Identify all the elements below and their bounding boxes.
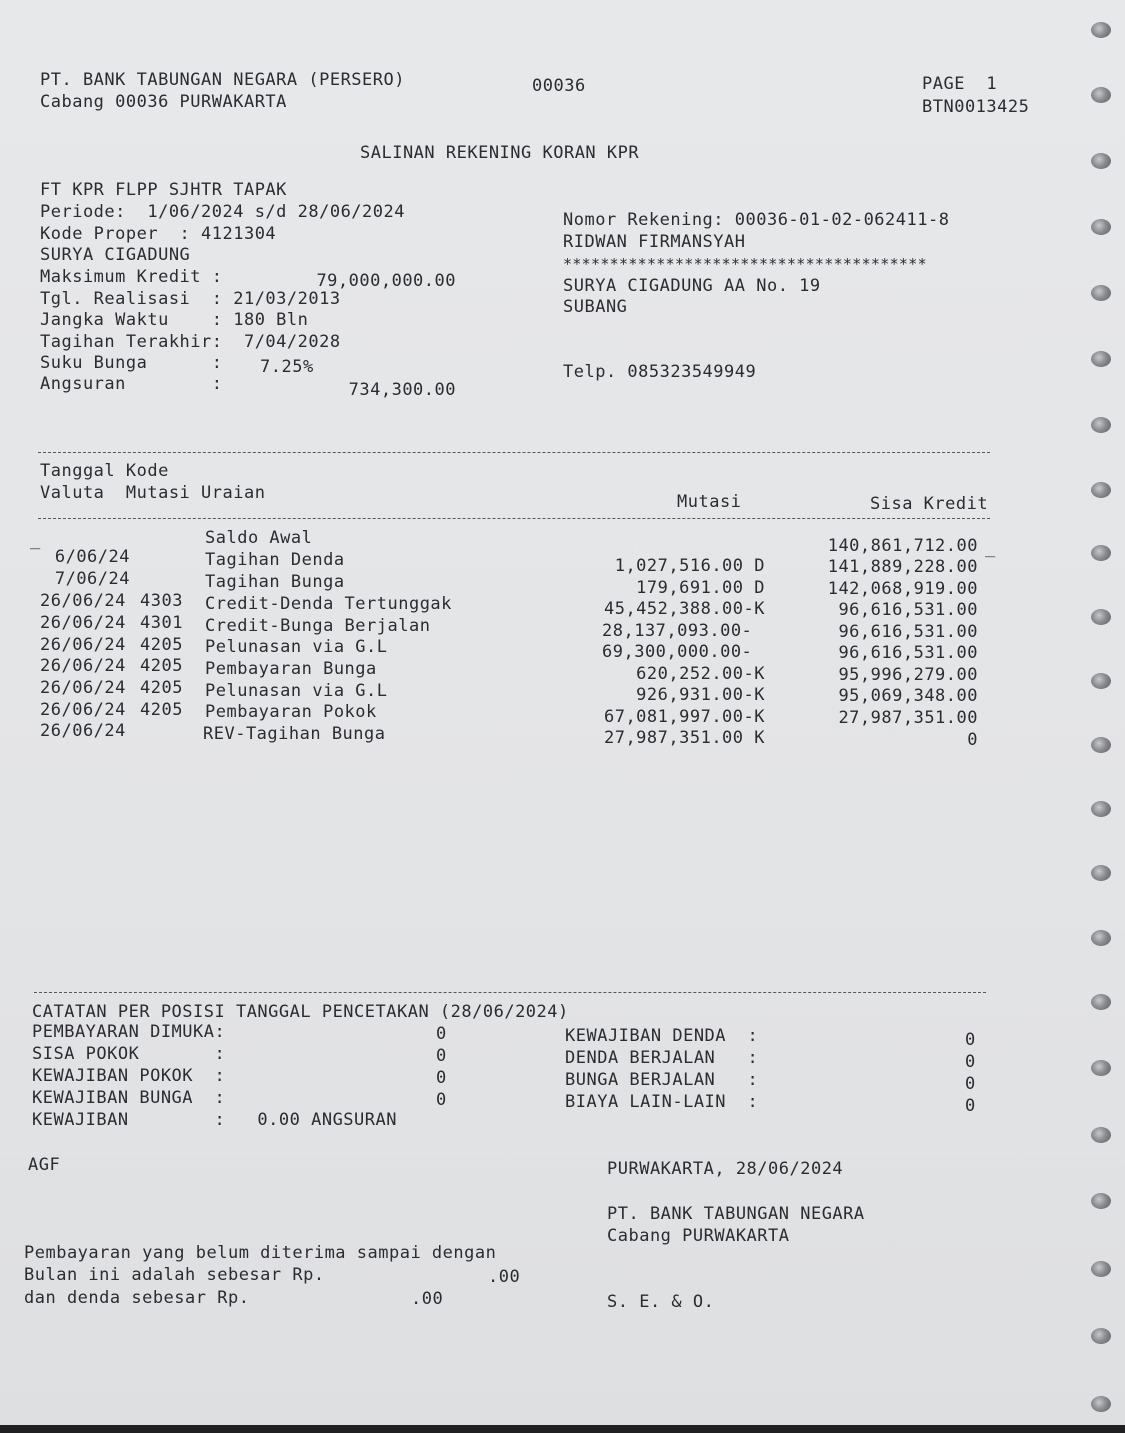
project-name: SURYA CIGADUNG [40, 245, 191, 265]
row-amount: 28,137,093.00- [602, 621, 753, 641]
feed-hole [1091, 22, 1111, 38]
branch-name: Cabang 00036 PURWAKARTA [40, 92, 287, 112]
note-value: 0 [965, 1096, 976, 1116]
bank-name: PT. BANK TABUNGAN NEGARA (PERSERO) [40, 70, 405, 90]
divider [38, 518, 990, 519]
feed-hole [1091, 1193, 1111, 1209]
document-id: BTN0013425 [922, 97, 1030, 117]
unpaid-amount-label: Bulan ini adalah sebesar Rp. [24, 1265, 325, 1285]
row-balance: 95,996,279.00 [838, 665, 978, 685]
row-description: Saldo Awal [205, 528, 313, 548]
interest-rate-label: Suku Bunga : [40, 353, 223, 373]
unpaid-amount-value: .00 [488, 1267, 521, 1287]
row-amount: 926,931.00-K [636, 685, 765, 705]
row-balance: 141,889,228.00 [827, 557, 978, 577]
footer-branch: Cabang PURWAKARTA [607, 1226, 790, 1246]
account-number: Nomor Rekening: 00036-01-02-062411-8 [563, 210, 950, 230]
operator-initials: AGF [28, 1155, 61, 1175]
notes-title: CATATAN PER POSISI TANGGAL PENCETAKAN (28/06/2024) [32, 1002, 569, 1022]
branch-code: 00036 [532, 76, 586, 96]
penalty-amount-value: .00 [411, 1289, 444, 1309]
row-date: 26/06/24 [40, 591, 126, 611]
feed-hole [1091, 1060, 1111, 1076]
row-mark: _ [985, 538, 996, 558]
customer-address: SURYA CIGADUNG AA No. 19 [563, 276, 821, 296]
row-balance: 27,987,351.00 [838, 708, 978, 728]
row-code: 4205 [140, 635, 183, 655]
feed-hole [1091, 153, 1111, 169]
tractor-feed-strip [1069, 0, 1125, 1433]
max-credit-label: Maksimum Kredit : [40, 267, 223, 287]
note-label: BUNGA BERJALAN : [565, 1070, 759, 1090]
note-value: 0 [965, 1052, 976, 1072]
row-date: 26/06/24 [40, 721, 126, 741]
note-value: 0 [436, 1046, 447, 1066]
feed-hole [1091, 930, 1111, 946]
max-credit-value: 79,000,000.00 [316, 271, 456, 291]
row-description: Pembayaran Pokok [205, 702, 377, 722]
note-value: 0 [965, 1030, 976, 1050]
realization-date: Tgl. Realisasi : 21/03/2013 [40, 289, 341, 309]
feed-hole [1091, 417, 1111, 433]
note-label: SISA POKOK : [32, 1044, 226, 1064]
note-label: DENDA BERJALAN : [565, 1048, 759, 1068]
paper-bottom-edge [0, 1425, 1125, 1433]
feed-hole [1091, 87, 1111, 103]
column-mutasi: Mutasi [677, 492, 742, 512]
last-bill: Tagihan Terakhir: 7/04/2028 [40, 332, 341, 352]
row-description: Credit-Bunga Berjalan [205, 616, 431, 636]
installment-label: Angsuran : [40, 374, 223, 394]
table-head-line1: Tanggal Kode [40, 461, 169, 481]
feed-hole [1091, 737, 1111, 753]
row-amount: 1,027,516.00 D [614, 556, 765, 576]
feed-hole [1091, 285, 1111, 301]
column-sisa-kredit: Sisa Kredit [870, 494, 989, 514]
note-label: KEWAJIBAN POKOK : [32, 1066, 226, 1086]
page-number: PAGE 1 [922, 74, 998, 94]
row-amount: 45,452,388.00-K [603, 599, 765, 619]
feed-hole [1091, 545, 1111, 561]
row-date: 26/06/24 [40, 700, 126, 720]
feed-hole [1091, 1328, 1111, 1344]
row-amount: 69,300,000.00- [602, 642, 753, 662]
feed-hole [1091, 1396, 1111, 1412]
row-description: Pembayaran Bunga [205, 659, 377, 679]
table-head-line2: Valuta Mutasi Uraian [40, 483, 266, 503]
feed-hole [1091, 673, 1111, 689]
divider [34, 992, 986, 993]
row-date: 26/06/24 [40, 656, 126, 676]
row-amount: 179,691.00 D [636, 578, 765, 598]
note-value: 0 [436, 1090, 447, 1110]
note-value: 0 [436, 1068, 447, 1088]
row-description: Tagihan Denda [205, 550, 345, 570]
row-code: 4301 [140, 613, 183, 633]
penalty-amount-label: dan denda sebesar Rp. [24, 1288, 250, 1308]
row-balance: 96,616,531.00 [838, 643, 978, 663]
interest-rate-value: 7.25% [260, 357, 314, 377]
feed-hole [1091, 219, 1111, 235]
note-label: KEWAJIBAN DENDA : [565, 1026, 759, 1046]
row-date: 26/06/24 [40, 613, 126, 633]
note-value: 0 [965, 1074, 976, 1094]
unpaid-note: Pembayaran yang belum diterima sampai dengan [24, 1243, 497, 1263]
divider [38, 452, 990, 453]
row-date: 7/06/24 [54, 569, 130, 589]
row-mark: _ [30, 530, 41, 550]
row-amount: 67,081,997.00-K [603, 707, 765, 727]
page-title: SALINAN REKENING KORAN KPR [360, 143, 640, 163]
row-date: 26/06/24 [40, 678, 126, 698]
footer-bank-name: PT. BANK TABUNGAN NEGARA [607, 1204, 865, 1224]
row-balance: 96,616,531.00 [838, 622, 978, 642]
separator-stars: *************************************** [563, 255, 927, 273]
note-label: BIAYA LAIN-LAIN : [565, 1092, 759, 1112]
row-description: REV-Tagihan Bunga [203, 724, 386, 744]
row-balance: 95,069,348.00 [838, 686, 978, 706]
period: Periode: 1/06/2024 s/d 28/06/2024 [40, 202, 405, 222]
row-code: 4303 [140, 591, 183, 611]
note-label: PEMBAYARAN DIMUKA: [32, 1022, 226, 1042]
note-value: 0 [436, 1024, 447, 1044]
feed-hole [1091, 482, 1111, 498]
row-amount: 27,987,351.00 K [603, 728, 765, 748]
row-balance: 96,616,531.00 [838, 600, 978, 620]
row-code: 4205 [140, 678, 183, 698]
term: Jangka Waktu : 180 Bln [40, 310, 309, 330]
note-label: KEWAJIBAN BUNGA : [32, 1088, 226, 1108]
customer-city: SUBANG [563, 297, 628, 317]
kode-proper: Kode Proper : 4121304 [40, 224, 277, 244]
errors-omissions-note: S. E. & O. [607, 1292, 715, 1312]
installment-value: 734,300.00 [348, 380, 456, 400]
product-name: FT KPR FLPP SJHTR TAPAK [40, 180, 287, 200]
feed-hole [1091, 994, 1111, 1010]
row-date: 6/06/24 [54, 547, 130, 567]
row-description: Credit-Denda Tertunggak [205, 594, 452, 614]
row-code: 4205 [140, 700, 183, 720]
obligation-installment: KEWAJIBAN : 0.00 ANGSURAN [32, 1110, 397, 1130]
feed-hole [1091, 1261, 1111, 1277]
row-description: Tagihan Bunga [205, 572, 345, 592]
feed-hole [1091, 351, 1111, 367]
row-amount: 620,252.00-K [636, 664, 765, 684]
customer-phone: Telp. 085323549949 [563, 362, 757, 382]
customer-name: RIDWAN FIRMANSYAH [563, 232, 746, 252]
row-description: Pelunasan via G.L [205, 637, 388, 657]
feed-hole [1091, 609, 1111, 625]
row-balance: 140,861,712.00 [827, 536, 978, 556]
row-code: 4205 [140, 656, 183, 676]
feed-hole [1091, 865, 1111, 881]
row-date: 26/06/24 [40, 635, 126, 655]
feed-hole [1091, 1127, 1111, 1143]
place-date: PURWAKARTA, 28/06/2024 [607, 1159, 844, 1179]
row-balance: 142,068,919.00 [827, 579, 978, 599]
feed-hole [1091, 801, 1111, 817]
row-balance: 0 [967, 730, 978, 750]
row-description: Pelunasan via G.L [205, 681, 388, 701]
